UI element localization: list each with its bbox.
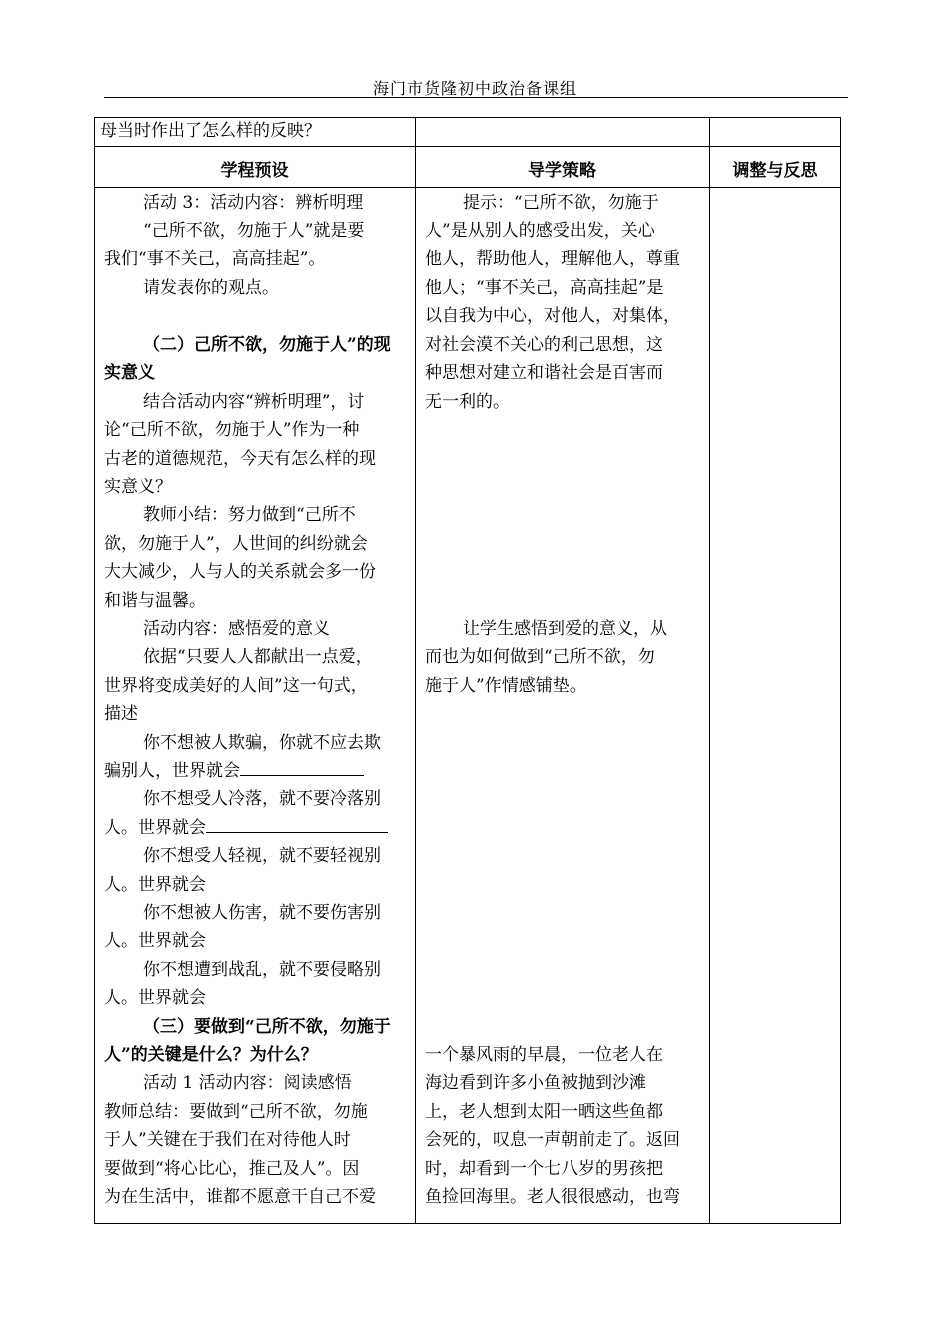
mid-line: 海边看到许多小鱼被抛到沙滩 (425, 1073, 646, 1093)
mid-line: 鱼捡回海里。老人很很感动，也弯 (425, 1187, 680, 1207)
mid-line: 无一利的。 (425, 392, 510, 412)
left-line: 活动内容：感悟爱的意义 (143, 619, 330, 639)
left-line: 要做到“将心比心，推己及人”。因 (104, 1159, 360, 1179)
left-line: 人。世界就会 (104, 875, 206, 895)
left-line: 描述 (104, 704, 138, 724)
left-line: 结合活动内容“辨析明理”，讨 (143, 392, 365, 412)
left-line: 和谐与温馨。 (104, 591, 206, 611)
left-line: 人。世界就会 (104, 988, 206, 1008)
left-line: 活动 3：活动内容：辨析明理 (143, 193, 364, 213)
section-heading-3: （三）要做到“己所不欲，勿施于 (143, 1017, 391, 1037)
left-line: 为在生活中，谁都不愿意干自己不爱 (104, 1187, 376, 1207)
mid-line: 一个暴风雨的早晨，一位老人在 (425, 1045, 663, 1065)
column-header-plan: 学程预设 (220, 161, 289, 181)
left-line: 你不想受人冷落，就不要冷落别 (143, 789, 381, 809)
left-line: 依据“只要人人都献出一点爱， (143, 647, 373, 667)
mid-line: 提示：“己所不欲，勿施于 (463, 193, 659, 213)
section-heading-3-cont: 人”的关键是什么？为什么？ (104, 1045, 318, 1065)
mid-line: 种思想对建立和谐社会是百害而 (425, 363, 663, 383)
left-line: 教师总结：要做到“己所不欲，勿施 (104, 1102, 368, 1122)
mid-line: 以自我为中心，对他人，对集体， (425, 306, 680, 326)
page-header: 海门市货隆初中政治备课组 (372, 79, 577, 98)
left-line: 于人”关键在于我们在对待他人时 (104, 1130, 351, 1150)
column-header-strategy: 导学策略 (528, 161, 596, 181)
left-line: 你不想遭到战乱，就不要侵略别 (143, 960, 381, 980)
header-rule (104, 97, 848, 98)
mid-line: 对社会漠不关心的利己思想，这 (425, 335, 663, 355)
mid-line: 时，却看到一个七八岁的男孩把 (425, 1159, 663, 1179)
left-line: 你不想受人轻视，就不要轻视别 (143, 846, 381, 866)
fill-blank[interactable] (240, 757, 364, 776)
left-line: 骗别人，世界就会 (104, 761, 240, 781)
column-header-reflection: 调整与反思 (732, 161, 818, 181)
mid-line: 会死的，叹息一声朝前走了。返回 (425, 1130, 680, 1150)
left-line: 人。世界就会 (104, 818, 206, 838)
left-line: 古老的道德规范，今天有怎么样的现 (104, 449, 376, 469)
mid-line: 人”是从别人的感受出发，关心 (425, 221, 655, 241)
fill-blank[interactable] (206, 814, 388, 833)
mid-line: 施于人”作情感铺垫。 (425, 676, 587, 696)
mid-line: 让学生感悟到爱的意义，从 (463, 619, 667, 639)
left-line: 我们“事不关己，高高挂起”。 (104, 249, 326, 269)
left-line: 世界将变成美好的人间”这一句式， (104, 676, 368, 696)
row-divider-top (94, 146, 841, 147)
left-line-with-blank (104, 757, 364, 785)
reflection-column[interactable] (710, 188, 840, 1223)
top-row-left-text: 母当时作出了怎么样的反映？ (100, 121, 321, 141)
left-line: “己所不欲，勿施于人”就是要 (143, 221, 365, 241)
left-line: 人。世界就会 (104, 931, 206, 951)
left-line: 活动 1 活动内容：阅读感悟 (143, 1073, 352, 1093)
left-line: 大大减少，人与人的关系就会多一份 (104, 562, 376, 582)
column-divider-1 (415, 117, 416, 1224)
left-line: 欲，勿施于人”，人世间的纠纷就会 (104, 534, 368, 554)
section-heading-2-cont: 实意义 (104, 363, 155, 383)
left-line: 你不想被人伤害，就不要伤害别 (143, 903, 381, 923)
left-line: 教师小结：努力做到“己所不 (143, 505, 356, 525)
section-heading-2: （二）己所不欲，勿施于人”的现 (143, 335, 391, 355)
mid-line: 他人，帮助他人，理解他人，尊重 (425, 249, 680, 269)
left-line: 你不想被人欺骗，你就不应去欺 (143, 733, 381, 753)
mid-line: 而也为如何做到“己所不欲，勿 (425, 647, 655, 667)
mid-line: 他人；“事不关己，高高挂起”是 (425, 278, 664, 298)
left-line: 论“己所不欲，勿施于人”作为一种 (104, 420, 360, 440)
left-line-with-blank (104, 814, 388, 842)
left-line: 实意义？ (104, 477, 172, 497)
mid-line: 上，老人想到太阳一晒这些鱼都 (425, 1102, 663, 1122)
left-line: 请发表你的观点。 (143, 278, 279, 298)
